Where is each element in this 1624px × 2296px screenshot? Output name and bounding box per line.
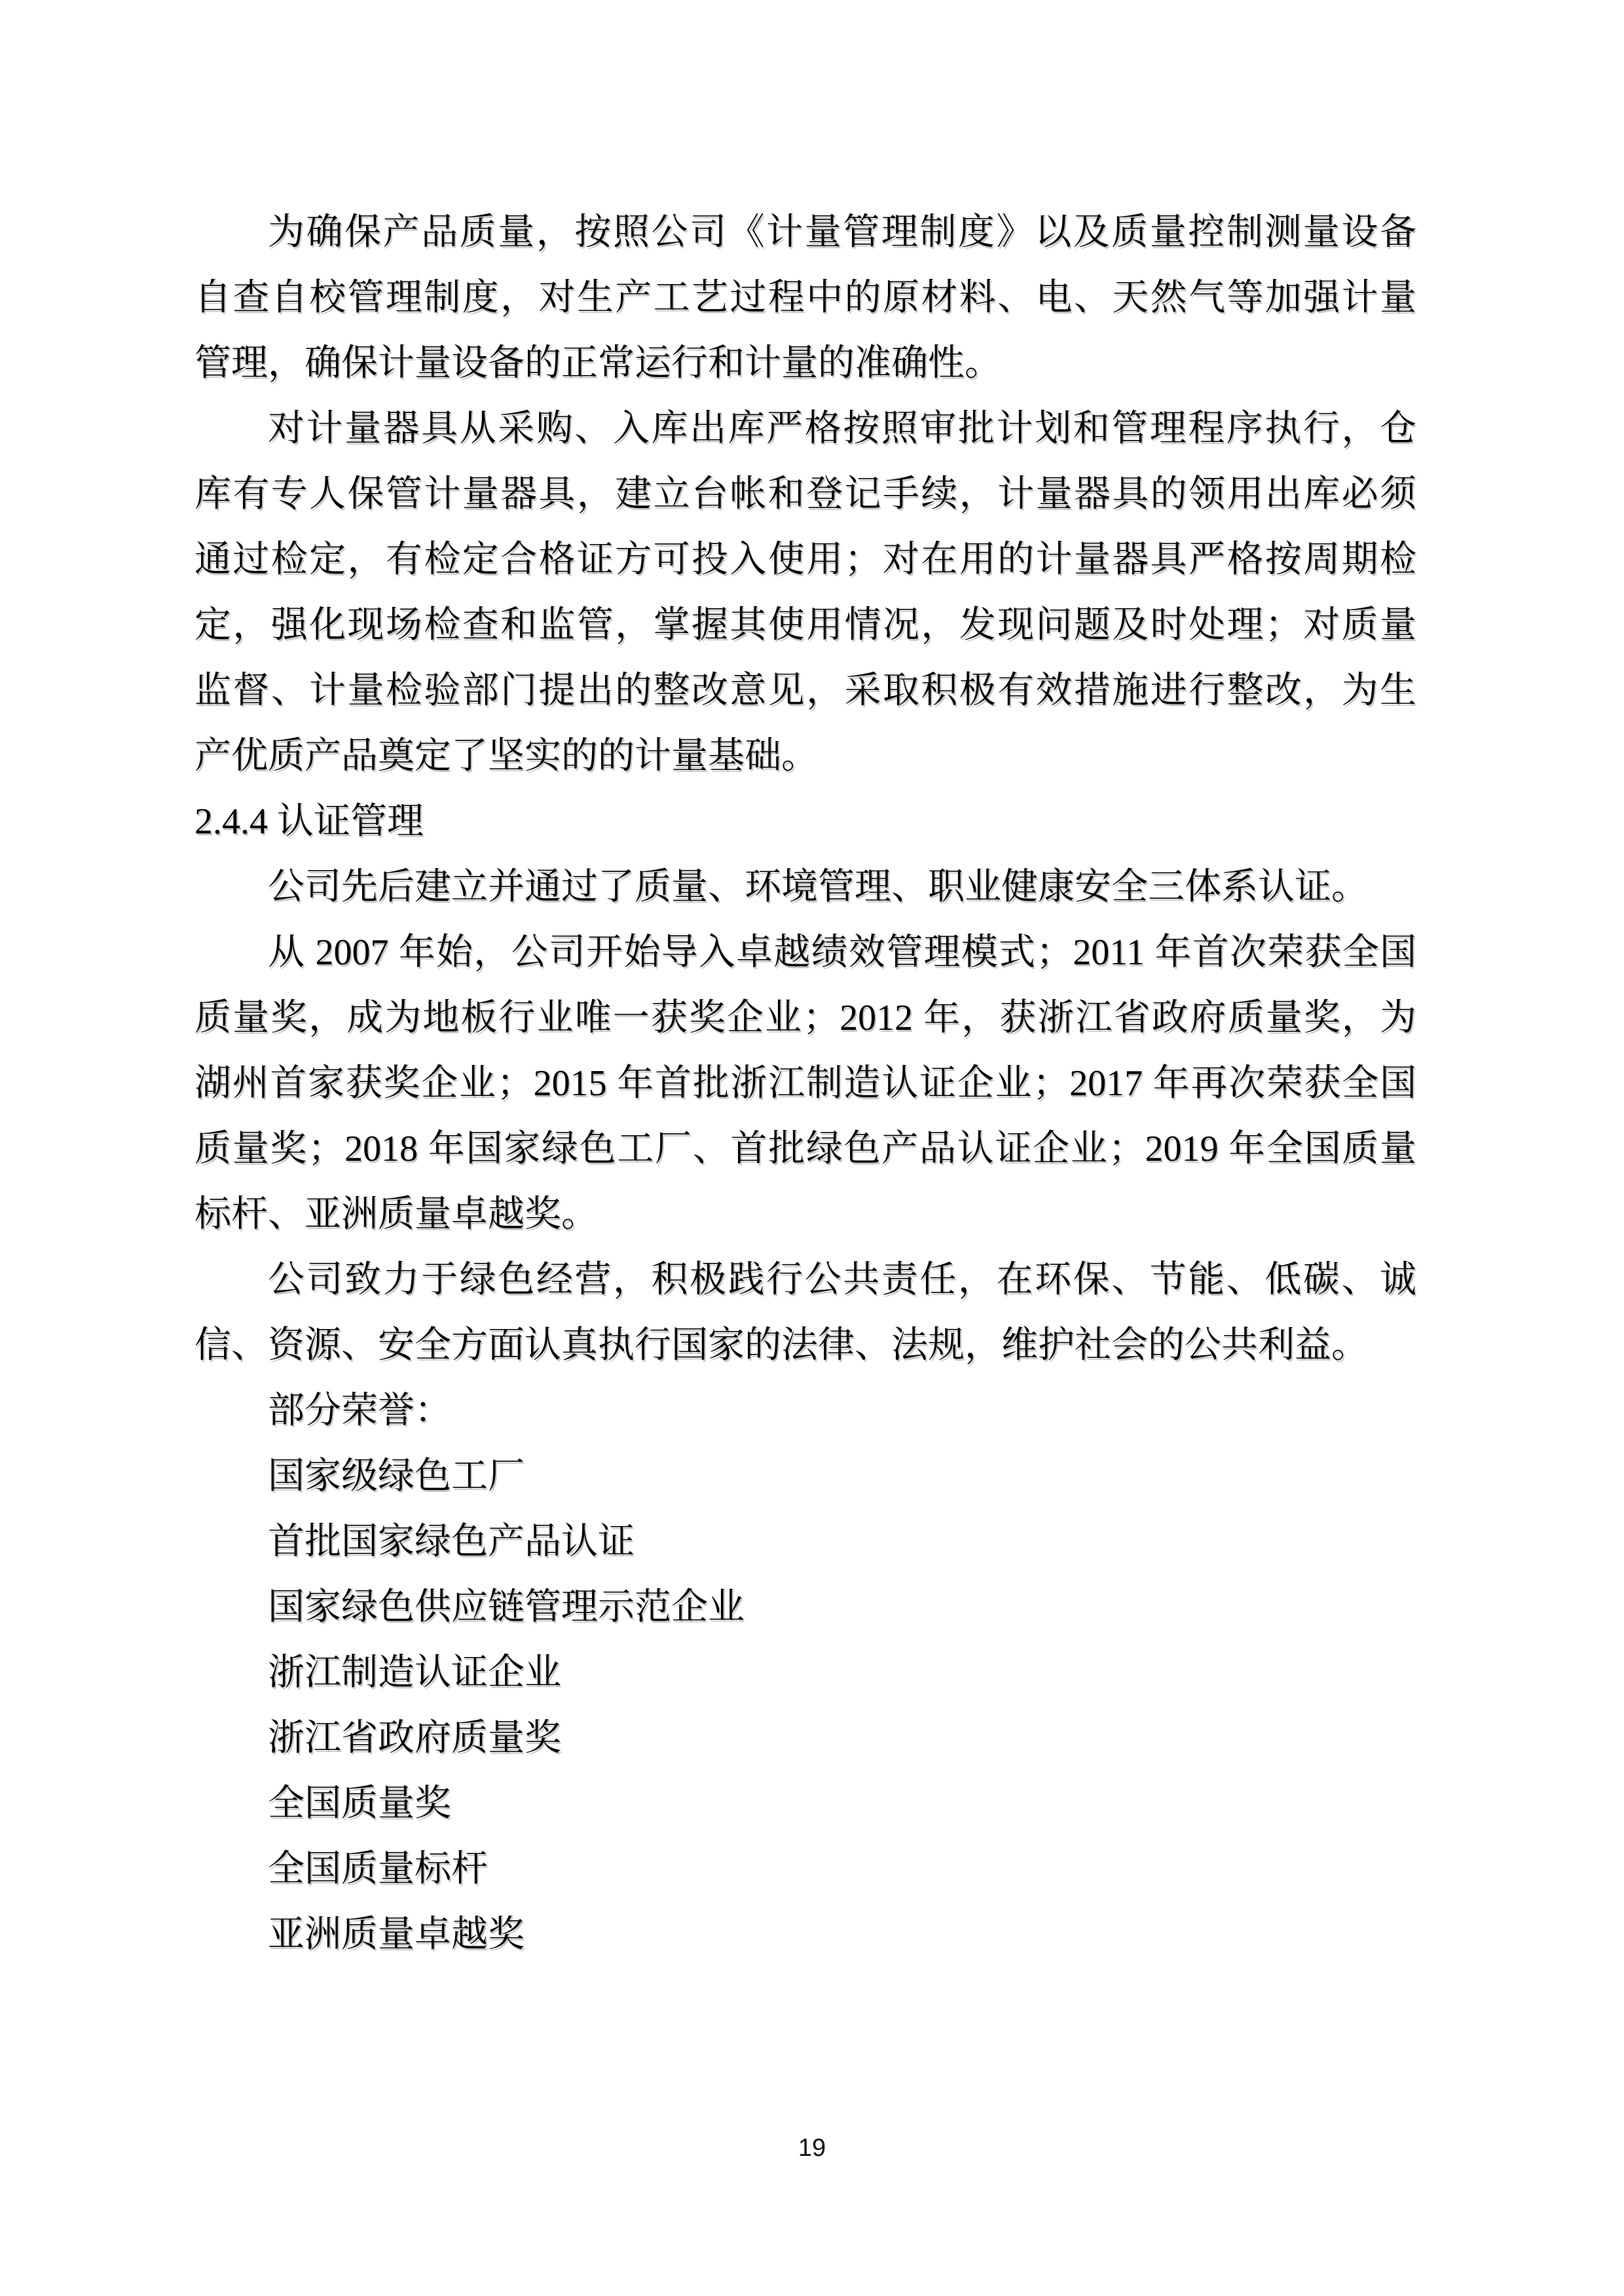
document-line: 2.4.4 认证管理 <box>194 801 424 842</box>
certification-systems-paragraph <box>194 854 1416 920</box>
document-line: 全国质量标杆 <box>268 1849 488 1889</box>
document-line: 国家绿色供应链管理示范企业 <box>268 1587 745 1628</box>
honors-intro <box>194 1378 1416 1444</box>
document-line: 信、资源、安全方面认真执行国家的法律、法规，维护社会的公共利益。 <box>194 1325 1368 1366</box>
green-operation-paragraph <box>194 1247 1416 1378</box>
document-line: 湖州首家获奖企业；2015 年首批浙江制造认证企业；2017 年再次荣获全国 <box>194 1063 1416 1104</box>
document-line: 公司先后建立并通过了质量、环境管理、职业健康安全三体系认证。 <box>268 867 1368 907</box>
document-line: 浙江省政府质量奖 <box>268 1718 561 1758</box>
document-line: 标杆、亚洲质量卓越奖。 <box>194 1194 598 1235</box>
measuring-instruments-paragraph <box>194 396 1416 789</box>
document-body <box>194 200 1416 1967</box>
honor-item-green-supply-chain <box>194 1575 1416 1640</box>
document-line: 通过检定，有检定合格证方可投入使用；对在用的计量器具严格按周期检 <box>194 539 1416 580</box>
document-line: 库有专人保管计量器具，建立台帐和登记手续，计量器具的领用出库必须 <box>194 474 1416 515</box>
honor-item-national-quality-award <box>194 1771 1416 1836</box>
honor-item-zhejiang-manufacturing <box>194 1640 1416 1705</box>
document-line: 全国质量奖 <box>268 1783 451 1824</box>
document-line: 浙江制造认证企业 <box>268 1652 561 1693</box>
honor-item-national-quality-benchmark <box>194 1836 1416 1902</box>
document-line: 国家级绿色工厂 <box>268 1456 525 1497</box>
document-line: 定，强化现场检查和监管，掌握其使用情况，发现问题及时处理；对质量 <box>194 605 1416 646</box>
document-line: 质量奖；2018 年国家绿色工厂、首批绿色产品认证企业；2019 年全国质量 <box>194 1129 1416 1169</box>
page-footer <box>0 2134 1624 2162</box>
awards-history-paragraph <box>194 920 1416 1247</box>
honor-item-zhejiang-quality-award <box>194 1705 1416 1771</box>
honor-item-first-national-green-product <box>194 1509 1416 1575</box>
document-line: 为确保产品质量，按照公司《计量管理制度》以及质量控制测量设备 <box>268 212 1416 253</box>
section-heading-2-4-4 <box>194 789 1416 854</box>
document-line: 监督、计量检验部门提出的整改意见，采取积极有效措施进行整改，为生 <box>194 670 1416 711</box>
honor-item-national-green-factory <box>194 1444 1416 1509</box>
document-line: 首批国家绿色产品认证 <box>268 1522 635 1562</box>
document-line: 对计量器具从采购、入库出库严格按照审批计划和管理程序执行，仓 <box>268 409 1416 449</box>
document-line: 部分荣誉： <box>268 1391 451 1431</box>
document-line: 亚洲质量卓越奖 <box>268 1914 525 1955</box>
document-line: 管理，确保计量设备的正常运行和计量的准确性。 <box>194 343 1001 384</box>
document-line: 从 2007 年始，公司开始导入卓越绩效管理模式；2011 年首次荣获全国 <box>268 932 1416 973</box>
honor-item-asia-quality-excellence <box>194 1902 1416 1967</box>
document-line: 自查自校管理制度，对生产工艺过程中的原材料、电、天然气等加强计量 <box>194 278 1416 318</box>
document-line: 公司致力于绿色经营，积极践行公共责任，在环保、节能、低碳、诚 <box>268 1260 1416 1300</box>
document-line: 产优质产品奠定了坚实的的计量基础。 <box>194 736 818 776</box>
page-number: 19 <box>798 2134 826 2162</box>
metrology-management-paragraph <box>194 200 1416 396</box>
document-line: 质量奖，成为地板行业唯一获奖企业；2012 年，获浙江省政府质量奖，为 <box>194 998 1416 1038</box>
